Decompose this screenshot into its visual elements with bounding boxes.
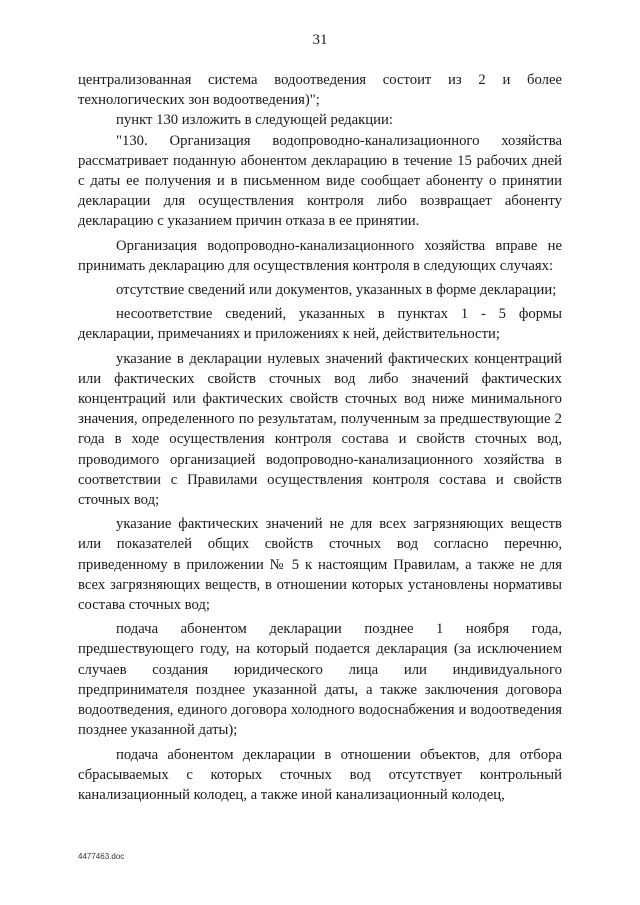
paragraph-9: подача абонентом декларации позднее 1 ноября года, предшествующего году, на который подается декларация (за исключением случаев создания юридического лица или индивидуального предпринимателя позднее указанной даты, а также заключения договора водоотведения, единого договора холодного водоснабжения и водоотведения позднее указанной даты);	[78, 621, 562, 739]
paragraph-5: отсутствие сведений или документов, указанных в форме декларации;	[116, 282, 557, 299]
paragraph-6: несоответствие сведений, указанных в пунктах 1 - 5 формы декларации, примечаниях и приложениях к ней, действительности;	[78, 306, 562, 343]
document-body	[78, 70, 562, 805]
paragraph-3: "130. Организация водопроводно-канализационного хозяйства рассматривает поданную абонентом декларацию в течение 15 рабочих дней с даты ее получения и в письменном виде сообщает абоненту о принятии декларации для осуществления контроля либо возвращает абоненту декларацию с указанием причин отказа в ее принятии.	[78, 132, 562, 230]
paragraph-7: указание в декларации нулевых значений фактических концентраций или фактических свойств сточных вод либо значений фактических концентраций или фактических свойств сточных вод ниже минимального значения, определенного по результатам, полученным за предшествующие 2 года в ходе осуществления контроля состава и свойств сточных вод, проводимого организацией водопроводно-канализационного хозяйства в соответствии с Правилами осуществления контроля состава и свойств сточных вод;	[78, 350, 562, 509]
paragraph-10: подача абонентом декларации в отношении объектов, для отбора сбрасываемых с которых сточных вод отсутствует контрольный канализационный колодец, а также иной канализационный колодец,	[78, 746, 562, 803]
page-number: 31	[312, 32, 328, 48]
paragraph-8: указание фактических значений не для всех загрязняющих веществ или показателей общих свойств сточных вод согласно перечню, приведенному в приложении № 5 к настоящим Правилам, а также не для всех загрязняющих веществ, в отношении которых установлены нормативы состава сточных вод;	[78, 516, 562, 614]
paragraph-4: Организация водопроводно-канализационного хозяйства вправе не принимать декларацию для осуществления контроля в следующих случаях:	[78, 237, 562, 274]
paragraph-2: пункт 130 изложить в следующей редакции:	[116, 112, 393, 129]
paragraph-1: централизованная система водоотведения состоит из 2 и более технологических зон водоотведения)";	[78, 72, 562, 109]
footer-filename: 4477463.doc	[78, 852, 125, 861]
